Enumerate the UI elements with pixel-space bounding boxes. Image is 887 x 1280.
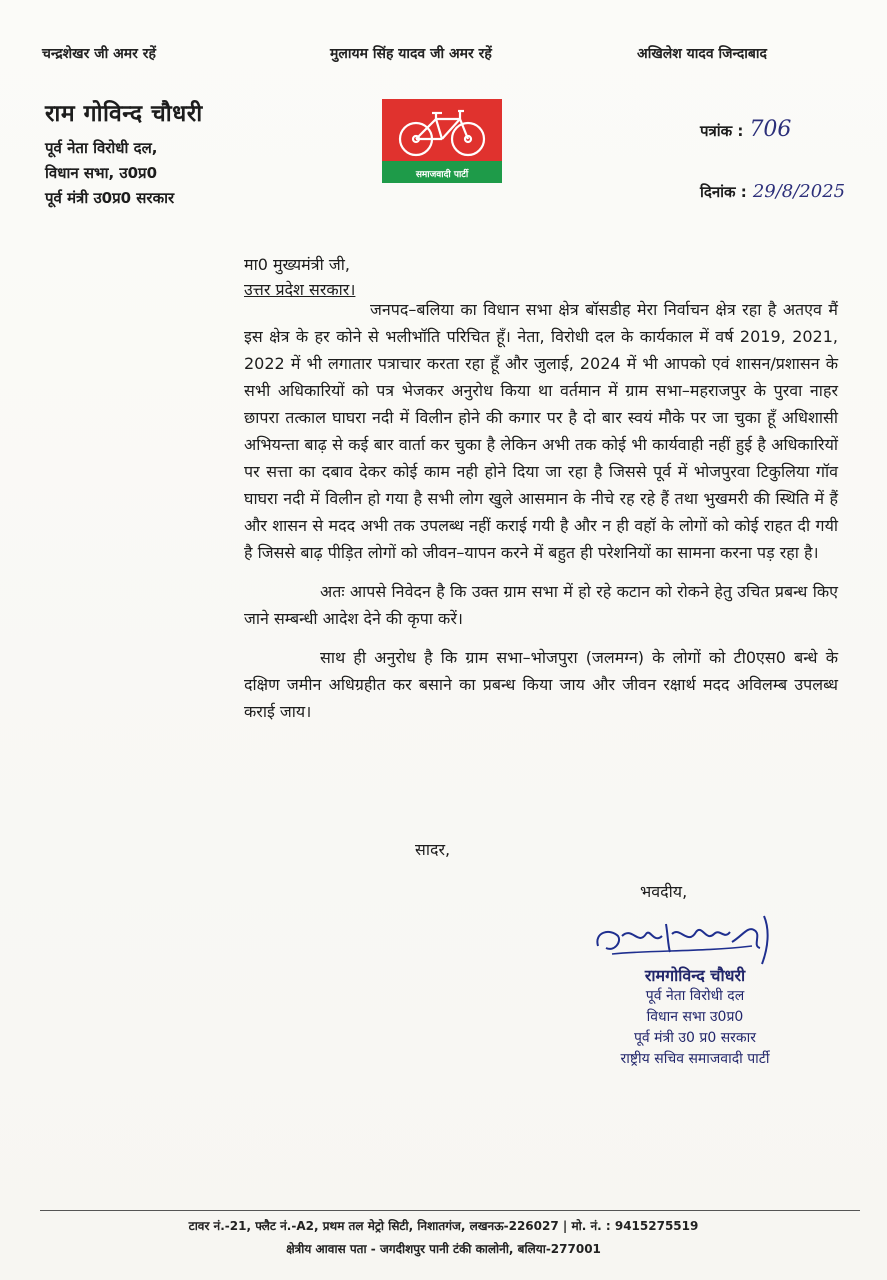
closing-bhavdiya: भवदीय, [640,882,688,901]
sender-name: राम गोविन्द चौधरी [45,101,203,127]
footer-regional-address: क्षेत्रीय आवास पता - जगदीशपुर पानी टंकी कालोनी, बलिया-277001 [286,1242,601,1256]
sender-line-3: पूर्व मंत्री उ0प्र0 सरकार [45,189,175,207]
recipient-line-2: उत्तर प्रदेश सरकार। [244,280,356,299]
sender-block [45,96,203,211]
letter-body [244,296,838,725]
body-paragraph-1: जनपद–बलिया का विधान सभा क्षेत्र बॉसडीह मेरा निर्वाचन क्षेत्र रहा है अतएव मैं इस क्षेत्र के हर कोने से भलीभॉति परिचित हूँ। नेता, विरोधी दल के कार्यकाल में वर्ष 2019, 2021, 2022 में भी लगातार पत्राचार करता रहा हूँ और जुलाई, 2024 में भी आपको एवं शासन/प्रशासन के सभी अधिकारियों को पत्र भेजकर अनुरोध किया था वर्तमान में ग्राम सभा–महराजपुर के पुरवा नाहर छापरा तत्काल घाघरा नदी में विलीन होने की कगार पर है दो बार स्वयं मौके पर जा चुका हूँ अधिशासी अभियन्ता बाढ़ से कई बार वार्ता कर चुका है लेकिन अभी तक कोई भी कार्यवाही नहीं हुई है अधिकारियों पर सत्ता का दबाव देकर कोई काम नही होने दिया जा रहा है जिससे पूर्व में भोजपुरवा टिकुलिया गॉव घाघरा नदी में विलीन हो गया है सभी लोग खुले आसमान के नीचे रह रहे हैं तथा भुखमरी की स्थिति में हैं और शासन से मदद अभी तक उपलब्ध नहीं कराई गयी है और न ही वहॉ के लोगों को कोई राहत दी गयी है जिससे बाढ़ पीड़ित लोगों को जीवन–यापन करने में बहुत ही परेशनियों का सामना करना पड़ रहा है। [244,300,838,562]
footer-address: टावर नं.-21, फ्लैट नं.-A2, प्रथम तल मेट्रो सिटी, निशातगंज, लखनऊ-226027 | मो. नं. : 9415275519 [188,1219,699,1233]
body-paragraph-3: साथ ही अनुरोध है कि ग्राम सभा–भोजपुरा (जलमग्न) के लोगों को टी0एस0 बन्धे के दक्षिण जमीन अधिग्रहीत कर बसाने का प्रबन्ध किया जाय और जीवन रक्षार्थ मदद अविलम्ब उपलब्ध कराई जाय। [244,648,838,721]
recipient-block [244,252,355,302]
signatory-line-2: विधान सभा उ0प्र0 [646,1009,744,1025]
reference-value: 706 [749,117,792,142]
signatory-line-4: राष्ट्रीय सचिव समाजवादी पार्टी [620,1051,770,1067]
slogan-left: चन्द्रशेखर जी अमर रहें [42,46,156,62]
slogan-right: अखिलेश यादव जिन्दाबाद [637,46,767,62]
bicycle-icon [392,105,492,161]
date-value: 29/8/2025 [752,181,846,202]
sender-line-1: पूर्व नेता विरोधी दल, [45,139,158,157]
sender-line-2: विधान सभा, उ0प्र0 [45,164,158,182]
signatory-line-3: पूर्व मंत्री उ0 प्र0 सरकार [633,1030,756,1046]
letter-date [700,181,845,202]
date-label: दिनांक : [700,183,747,201]
signatory-name: रामगोविन्द चौधरी [644,966,746,985]
footer-divider [40,1210,860,1211]
logo-text: समाजवादी पार्टी [415,170,469,180]
slogan-center: मुलायम सिंह यादव जी अमर रहें [330,46,492,62]
signature-block [585,965,805,1070]
closing-sadar: सादर, [415,840,451,859]
recipient-line-1: मा0 मुख्यमंत्री जी, [244,255,350,274]
reference-number [700,117,791,142]
reference-label: पत्रांक : [700,122,744,140]
party-logo [382,99,502,183]
body-paragraph-2: अतः आपसे निवेदन है कि उक्त ग्राम सभा में हो रहे कटान को रोकने हेतु उचित प्रबन्ध किए जाने सम्बन्धी आदेश देने की कृपा करें। [244,582,838,628]
signatory-line-1: पूर्व नेता विरोधी दल [645,988,745,1004]
